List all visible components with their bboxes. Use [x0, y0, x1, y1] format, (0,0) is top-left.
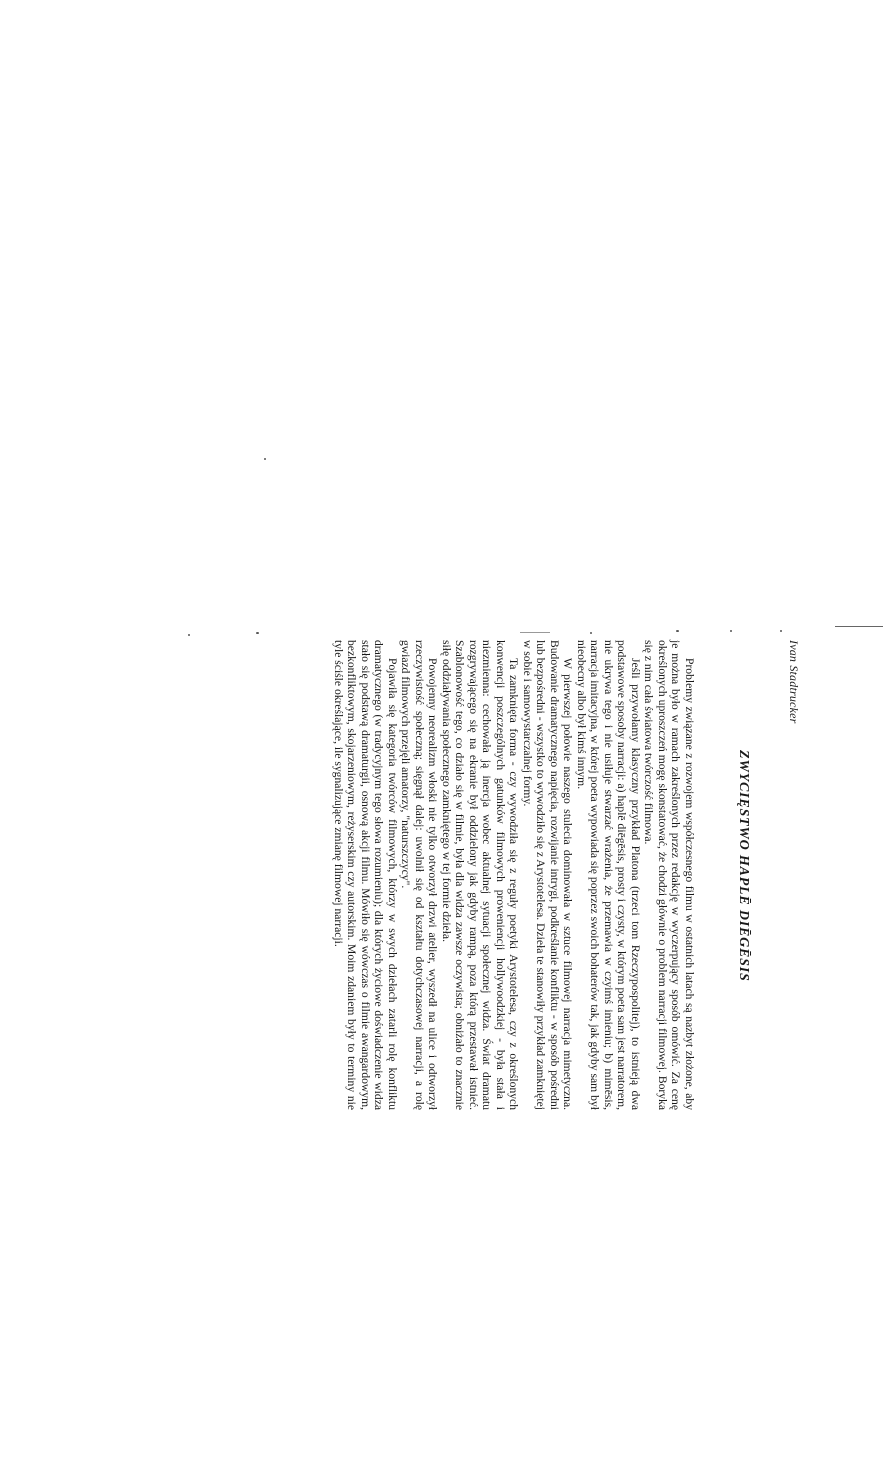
paragraph: Ta zamknięta forma - czy wywodziła się z reguły poetyki Arystotelesa, czy z określonych konwencji poszczególnych gatunków filmowych proweniencji hollywoodzkiej - była stała i niezmienna: cechowała ją inercja wobec aktualnej sytuacji społecznej widza. Świat dramatu rozgrywającego się na ekranie był oddzielony jak gdyby rampą, poza którą przestawał istnieć. Szablonowość tego, co działo się w filmie, była dla widza zawsze oczywista; obniżało to znacznie siłę oddziaływania społecznego zamkniętego w tej formie dzieła.	[440, 640, 521, 1110]
article-body	[332, 640, 697, 1110]
scan-artifact-line	[835, 626, 883, 627]
article-title: ZWYCIĘSTWO HAPLĒ DIĒGĒSIS	[736, 750, 751, 982]
scan-speck	[590, 632, 592, 634]
paragraph: Problemy związane z rozwojem współczesnego filmu w ostatnich latach są nazbyt złożone, aby je można było w ramach zakreślonych przez redakcję w wyczerpujący sposób omówić. Za cenę określonych uproszczeń mogę skonstatować, że chodzi głównie o problem narracji filmowej. Boryka się z nim cała światowa twórczość filmowa.	[642, 640, 696, 1110]
scan-speck	[676, 630, 679, 632]
paragraph: Jeśli przywołamy klasyczny przykład Platona (trzeci tom Rzeczypospolitej), to istnieją dwa podstawowe sposoby narracji: a) haplē diēgēsis, prosty i czysty, w którym poeta sam jest narratorem, nie ukrywa tego i nie usiłuje stwarzać wrażenia, że przemawia w czyimś imieniu; b) mimēsis, narracja imitacyjna, w której poeta wypowiada się poprzez swoich bohaterów tak, jak gdyby sam był nieobecny albo był kimś innym.	[575, 640, 642, 1110]
scan-speck	[264, 458, 266, 460]
author-name: Ivan Stadtrucker	[787, 640, 801, 724]
scan-speck	[780, 630, 782, 632]
paragraph: Pojawiła się kategoria twórców filmowych, którzy w swych dziełach zatarli rolę konfliktu dramatycznego (w tradycyjnym tego słowa rozumieniu); dla których życiowe doświadczenie widza stało się podstawą dramaturgii, osnową akcji filmu. Mówiło się wówczas o filmie awangardowym, bezkonfliktowym, skojarzeniowym, reżyserskim czy autorskim. Moim zdaniem były to terminy nie tyle ściśle określające, ile sygnalizujące zmianę filmowej narracji.	[332, 640, 399, 1110]
scan-speck	[730, 630, 732, 632]
paragraph: W pierwszej połowie naszego stulecia dominowała w sztuce filmowej narracja mimetyczna. Budowanie dramatycznego napięcia, rozwijanie intrygi, podkreślanie konfliktu - w sposób pośredni lub bezpośredni - wszystko to wywodziło się z Arystotelesa. Dzieła te stanowiły przykład zamkniętej w sobie i samowystarczalnej formy.	[521, 640, 575, 1110]
scan-speck	[188, 634, 190, 636]
scan-artifact-line	[520, 632, 550, 633]
scan-speck	[256, 632, 259, 634]
paragraph: Powojenny neorealizm włoski nie tylko otworzył drzwi atelier, wyszedł na ulice i odtworzył rzeczywistość społeczną; sięgnął dalej: uwolnił się od kształtu dotychczasowej narracji, a rolę gwiazd filmowych przejęli amatorzy, "naturszczycy".	[399, 640, 440, 1110]
